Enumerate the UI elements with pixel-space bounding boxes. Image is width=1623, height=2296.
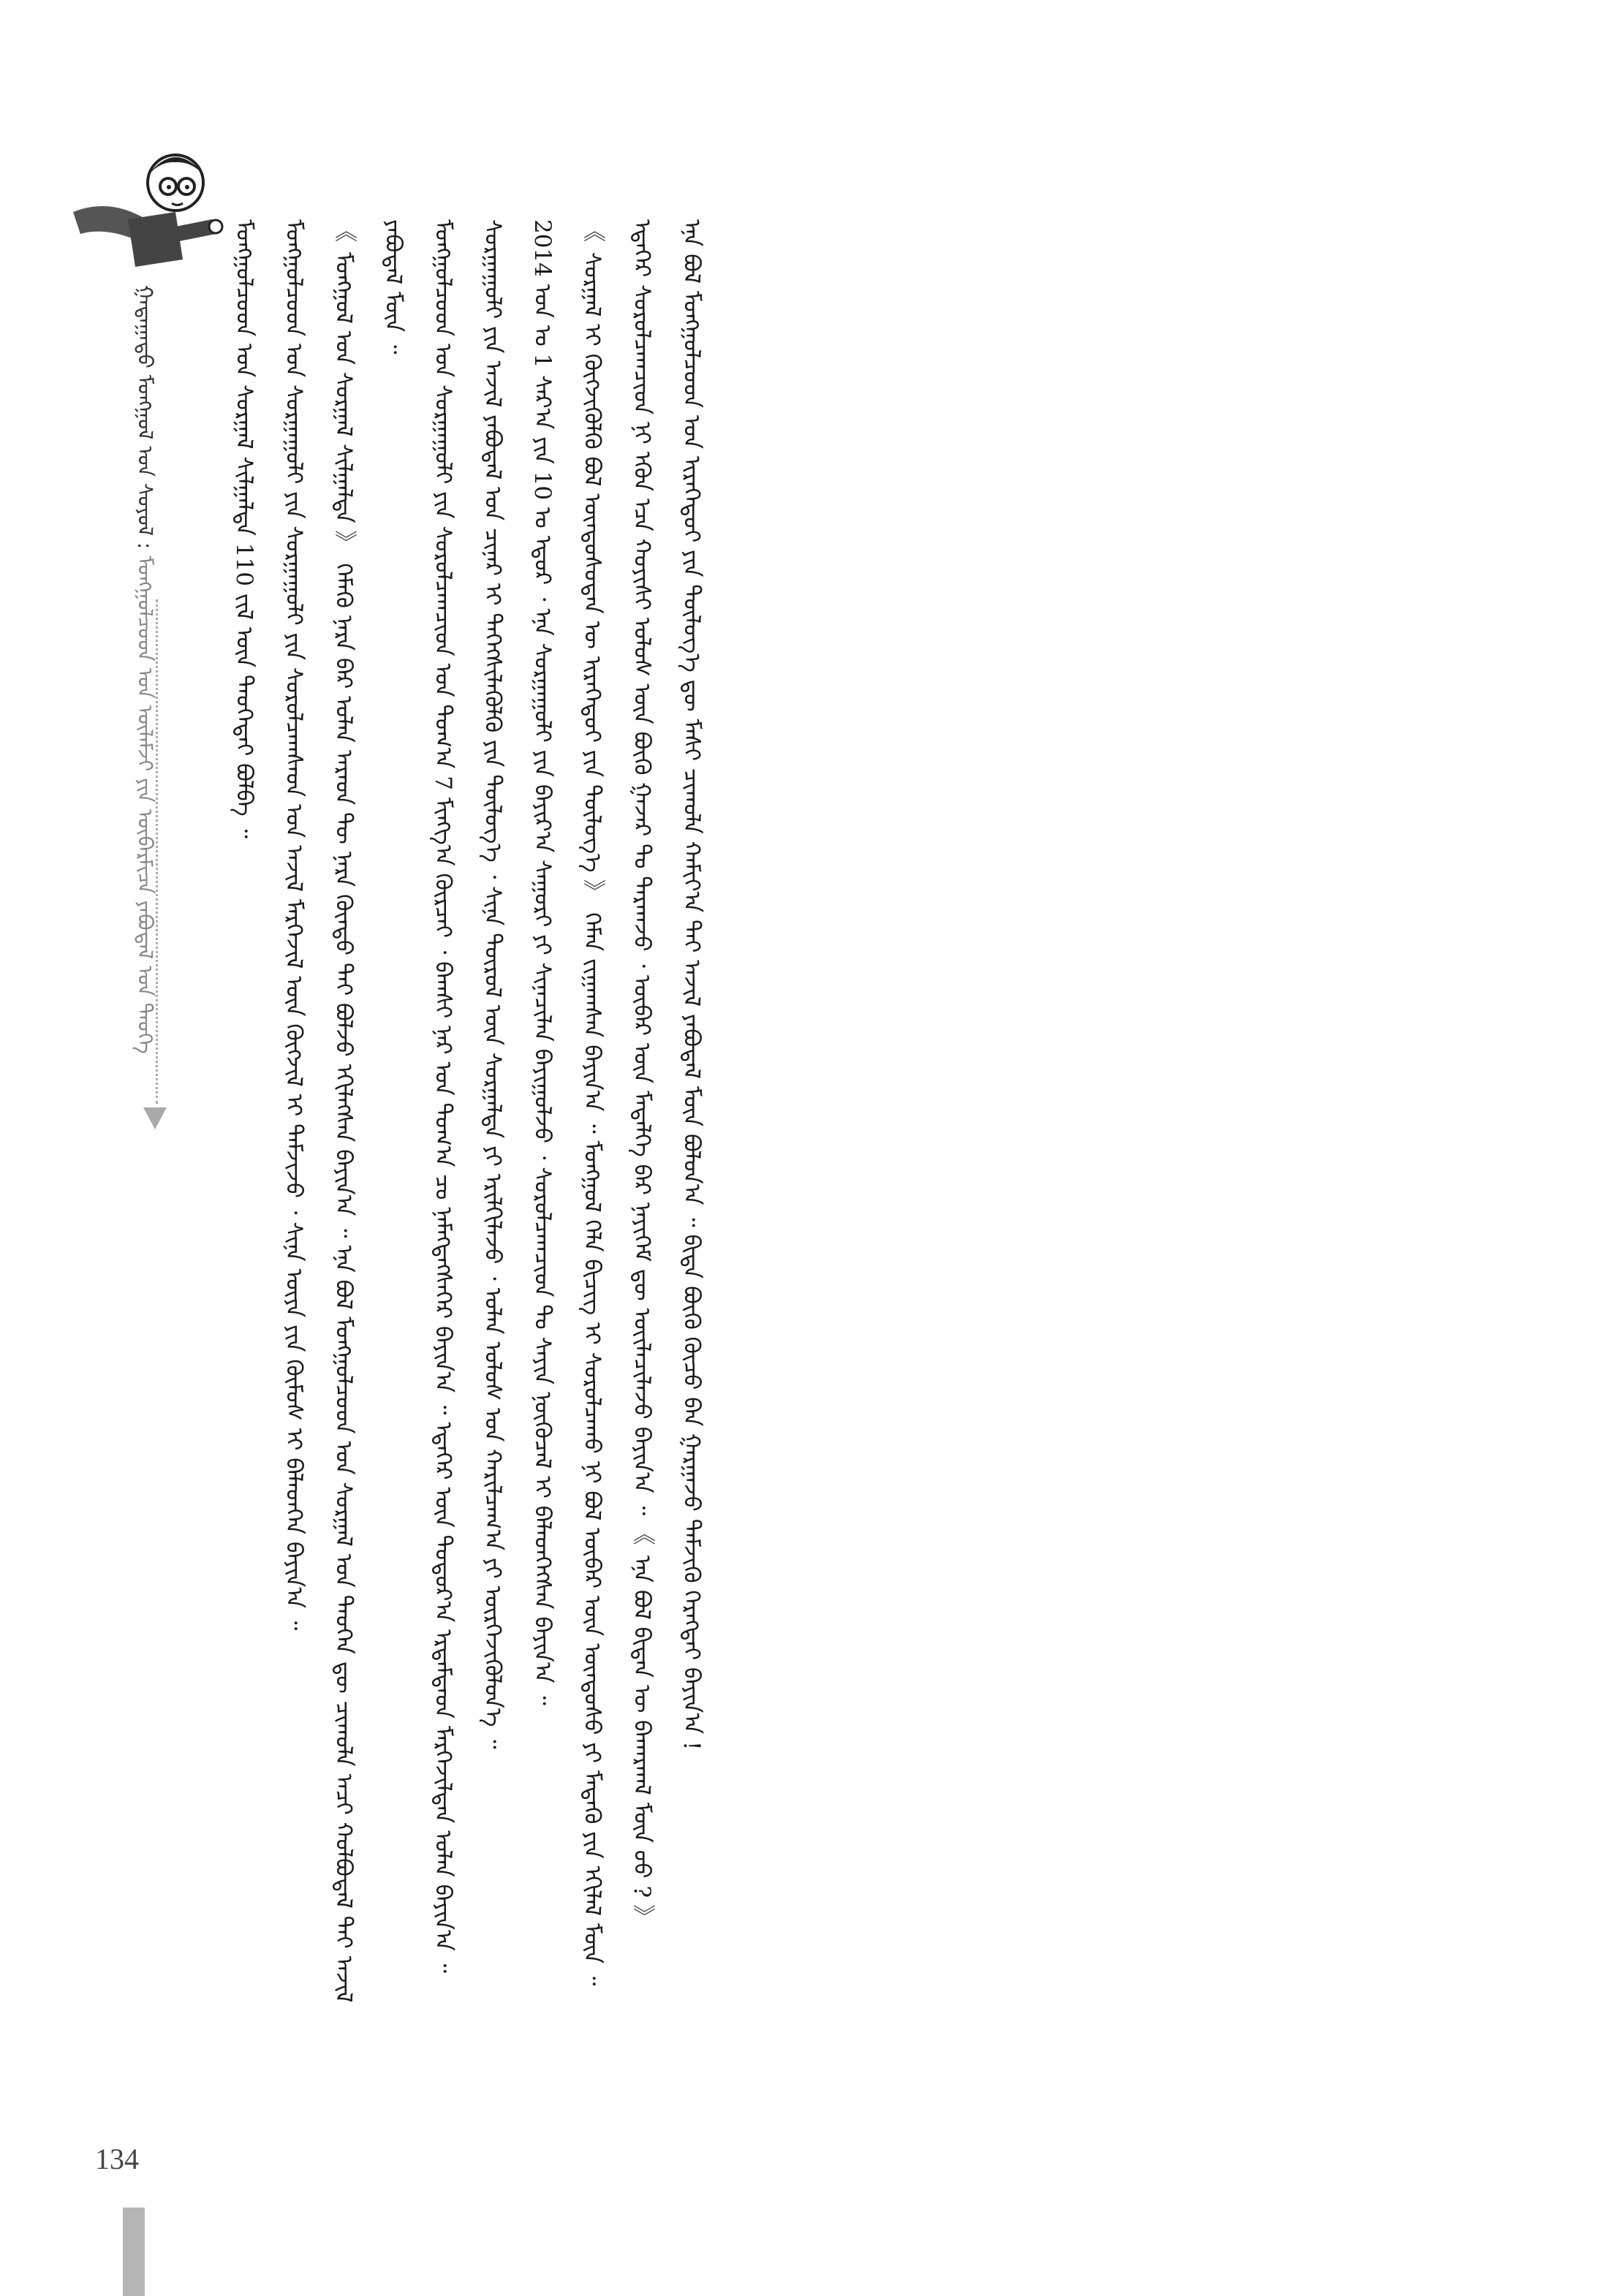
mascot-illustration xyxy=(66,132,227,278)
header-title: ᠭᠠᠳᠠᠭᠠᠳᠤ ᠮᠣᠩᠭᠣᠯ ᠤᠨ ᠰᠣᠶᠣᠯ : xyxy=(133,285,157,550)
paragraph: ᠡᠳᠡᠭᠡᠷ ᠰᠤᠷᠤᠯᠴᠠᠭᠴᠢᠳ ᠨᠢ ᠡᠭᠦᠨ ᠡᠴᠡ ᠬᠣᠶᠢᠰᠢ ᠤᠯᠤᠰ ᠦᠨ ᠪᠦᠬᠦ ᠭᠠᠵᠠᠷ ᠲᠤ ᠲᠠᠷᠬᠠᠵᠤ ᠂ ᠥᠪᠡᠷ ᠦᠨ ᠮᠡᠳᠡᠯᠭᠡ ᠪᠡᠷ ᠨᠡᠶᠢᠭᠡᠮ ᠳᠦ ᠦᠢᠯᠡᠴᠢᠯᠡᠵᠦ ᠪᠠᠶᠢᠨ᠎ᠠ ᠃ 《 ᠡᠨᠡ ᠪᠣᠯ ᠪᠢᠳᠡᠨ ᠦ ᠪᠠᠬᠠᠷᠬᠠᠯ ᠮᠥᠨ ᠤᠤ ? 》 xyxy=(629,219,655,1929)
paragraph: 2014 ᠣᠨ ᠤ 1 ᠰᠠᠷ᠎ᠠ ᠶᠢᠨ 10 ᠤ ᠡᠳᠦᠷ ᠂ ᠡᠨᠡ ᠰᠤᠷᠭᠠᠭᠤᠯᠢ ᠶᠢᠨ ᠪᠠᠶᠢᠷ᠎ᠠ ᠰᠠᠭᠤᠷᠢ ᠶᠢ ᠰᠢᠨᠡᠴᠢᠯᠡᠨ ᠪᠠᠶᠢᠭᠤᠯᠵᠤ ᠂ ᠰᠤᠷᠤᠯᠴᠠᠭᠴᠢᠳ ᠲᠤ ᠰᠠᠶᠢᠨ ᠨᠥᠬᠦᠴᠡᠯ ᠢ ᠪᠡᠯᠡᠳᠬᠡᠭᠰᠡᠨ ᠪᠠᠶᠢᠨ᠎ᠠ ᠃ xyxy=(529,219,556,1705)
header-subtitle: ᠮᠣᠩᠭᠣᠯᠴᠤᠳ ᠤᠨ ᠦᠯᠡᠮᠵᠢ ᠶᠢᠨ ᠦᠪᠡᠷᠮᠢᠴᠡ ᠶᠠᠪᠤᠳᠠᠯ ᠤᠨ ᠲᠡᠦᠬᠡ xyxy=(133,556,157,1054)
mascot-body xyxy=(128,212,222,267)
paragraph: 《 ᠰᠤᠷᠭᠠᠯ ᠢ ᠬᠥᠭᠵᠢᠭᠦᠯᠬᠦ ᠪᠣᠯ ᠦᠨᠳᠦᠰᠦᠲᠡᠨ ᠦ ᠢᠷᠡᠭᠡᠳᠦᠢ ᠶᠢᠨ ᠲᠥᠯᠥᠭ᠎ᠡ 》 ᠬᠡᠮᠡᠨ ᠵᠢᠭᠠᠭᠰᠠᠨ ᠪᠠᠶᠢᠨ᠎ᠠ ᠃ ᠮᠣᠩᠭᠣᠯ ᠬᠡᠯᠡ ᠪᠢᠴᠢᠭ ᠢ ᠰᠤᠷᠤᠯᠴᠠᠬᠤ ᠨᠢ ᠪᠣᠯ ᠥᠪᠡᠷ ᠦᠨ ᠦᠨᠳᠦᠰᠦ ᠶᠢ ᠮᠡᠳᠡᠬᠦ ᠶᠢᠨ ᠡᠬᠢᠯᠡᠯ ᠮᠥᠨ ᠃ xyxy=(579,219,605,1986)
body-text xyxy=(219,219,1331,2039)
paragraph: ᠮᠣᠩᠭᠣᠯᠴᠤᠳ ᠤᠨ ᠰᠤᠷᠭᠠᠭᠤᠯᠢ ᠶᠢᠨ ᠰᠤᠷᠤᠯᠴᠠᠭᠴᠢᠳ ᠤᠨ ᠲᠣᠭ᠎ᠠ 7 ᠮᠢᠩᠭ᠎ᠠ ᠬᠦᠷᠴᠡᠢ ᠂ ᠪᠠᠭᠰᠢ ᠨᠠᠷ ᠤᠨ ᠲᠣᠭ᠎ᠠ ᠴᠤ ᠨᠡᠮᠡᠭᠳᠡᠭᠰᠡᠭᠡᠷ ᠪᠠᠶᠢᠨ᠎ᠠ ᠃ ᠡᠳᠡᠭᠡᠷ ᠦᠨ ᠳᠣᠲᠣᠷ᠎ᠠ ᠡᠷᠳᠡᠮᠲᠡᠳ ᠮᠡᠷᠭᠡᠵᠢᠯᠲᠡᠨ ᠣᠯᠠᠨ ᠪᠠᠶᠢᠨ᠎ᠠ ᠃ xyxy=(430,219,456,1974)
page-edge-tab xyxy=(123,2208,145,2296)
paragraph: ᠰᠤᠷᠭᠠᠭᠤᠯᠢ ᠶᠢᠨ ᠠᠵᠢᠯ ᠶᠠᠪᠤᠳᠠᠯ ᠤᠨ ᠴᠢᠨᠠᠷ ᠢ ᠳᠡᠭᠡᠭᠰᠢᠯᠡᠭᠦᠯᠬᠦ ᠶᠢᠨ ᠲᠥᠯᠥᠭ᠎ᠡ ᠂ ᠰᠢᠨᠡ ᠲᠥᠷᠦᠯ ᠦᠨ ᠰᠤᠷᠭᠠᠯᠲᠠ ᠶᠢ ᠡᠷᠢᠯᠬᠢᠯᠡᠵᠦ ᠂ ᠣᠯᠠᠨ ᠤᠯᠤᠰ ᠤᠨ ᠬᠠᠷᠢᠯᠴᠠᠭ᠎ᠠ ᠶᠢ ᠥᠷᠭᠡᠵᠢᠭᠦᠯᠦᠨ᠎ᠡ ᠃ xyxy=(480,219,506,1749)
header-arrow-icon xyxy=(143,1107,167,1129)
mascot-head xyxy=(148,155,205,211)
page-number: 134 xyxy=(95,2142,139,2175)
paragraph: ᠮᠣᠩᠭᠣᠯᠴᠤᠳ ᠤᠨ ᠰᠤᠷᠭᠠᠭᠤᠯᠢ ᠶᠢᠨ ᠰᠤᠷᠭᠠᠭᠤᠯᠢ ᠶᠢᠨ ᠰᠤᠷᠤᠯᠴᠠᠭᠰᠠᠳ ᠤᠨ ᠠᠵᠢᠯ ᠮᠡᠷᠭᠡᠵᠢᠯ ᠦᠨ ᠬᠥᠭᠵᠢᠯ ᠢ ᠳᠡᠮᠵᠢᠵᠦ ᠂ ᠰᠢᠨᠡ ᠦᠶᠡ ᠶᠢᠨ ᠬᠦᠮᠦᠰ ᠢ ᠪᠡᠯᠡᠳᠬᠡᠨ ᠪᠠᠶᠢᠨ᠎ᠠ ᠃ xyxy=(281,219,307,1631)
header-dotted-rule xyxy=(156,599,158,1104)
paragraph: ᠮᠣᠩᠭᠣᠯᠴᠤᠳ ᠤᠨ ᠰᠤᠷᠭᠠᠯ ᠰᠢᠯᠭᠠᠯᠲᠠ 110 ᠵᠢᠯ ᠦᠨ ᠲᠡᠦᠬᠡᠲᠡᠢ ᠪᠣᠯᠪᠠ ᠃ xyxy=(231,219,257,838)
running-header xyxy=(132,285,158,1054)
paragraph: 《 ᠮᠣᠩᠭᠣᠯ ᠤᠨ ᠰᠤᠷᠭᠠᠯ ᠰᠢᠯᠭᠠᠯᠲᠠ 》 ᠬᠡᠮᠡᠬᠦ ᠨᠡᠷᠡ ᠪᠡᠷ ᠣᠯᠠᠨ ᠠᠷᠠᠳ ᠲᠦ ᠨᠡᠷᠡ ᠬᠦᠨᠳᠦ ᠲᠠᠢ ᠪᠣᠯᠵᠤ ᠡᠬᠢᠯᠡᠭᠰᠡᠨ ᠪᠠᠶᠢᠨ᠎ᠠ ᠃ ᠡᠨᠡ ᠪᠣᠯ ᠮᠣᠩᠭᠣᠯᠴᠤᠳ ᠤᠨ ᠰᠤᠷᠭᠠᠯ ᠤᠨ ᠲᠡᠦᠬᠡᠨ ᠳᠦ ᠴᠢᠬᠤᠯᠠ ᠠᠴᠢ ᠬᠣᠯᠪᠣᠳᠠᠯ ᠲᠠᠢ ᠠᠵᠢᠯ ᠶᠠᠪᠤᠳᠠᠯ ᠮᠥᠨ ᠃ xyxy=(330,219,406,2003)
paragraph: ᠡᠨᠡ ᠪᠣᠯ ᠮᠣᠩᠭᠣᠯᠴᠤᠳ ᠤᠨ ᠢᠷᠡᠭᠡᠳᠦᠢ ᠶᠢᠨ ᠲᠥᠯᠥᠭ᠎ᠡ ᠳᠦ ᠮᠠᠰᠢ ᠴᠢᠬᠤᠯᠠ ᠬᠠᠮᠢᠶ᠎ᠠ ᠲᠠᠢ ᠠᠵᠢᠯ ᠶᠠᠪᠤᠳᠠᠯ ᠮᠥᠨ ᠪᠣᠯᠤᠨ᠎ᠠ ᠃ ᠪᠢᠳᠡ ᠪᠦᠬᠦ ᠬᠦᠴᠦ ᠪᠡᠨ ᠭᠠᠷᠭᠠᠵᠤ ᠳᠡᠮᠵᠢᠬᠦ ᠬᠡᠷᠡᠭᠲᠡᠢ ᠪᠠᠶᠢᠨ᠎ᠠ ! xyxy=(678,219,705,1751)
